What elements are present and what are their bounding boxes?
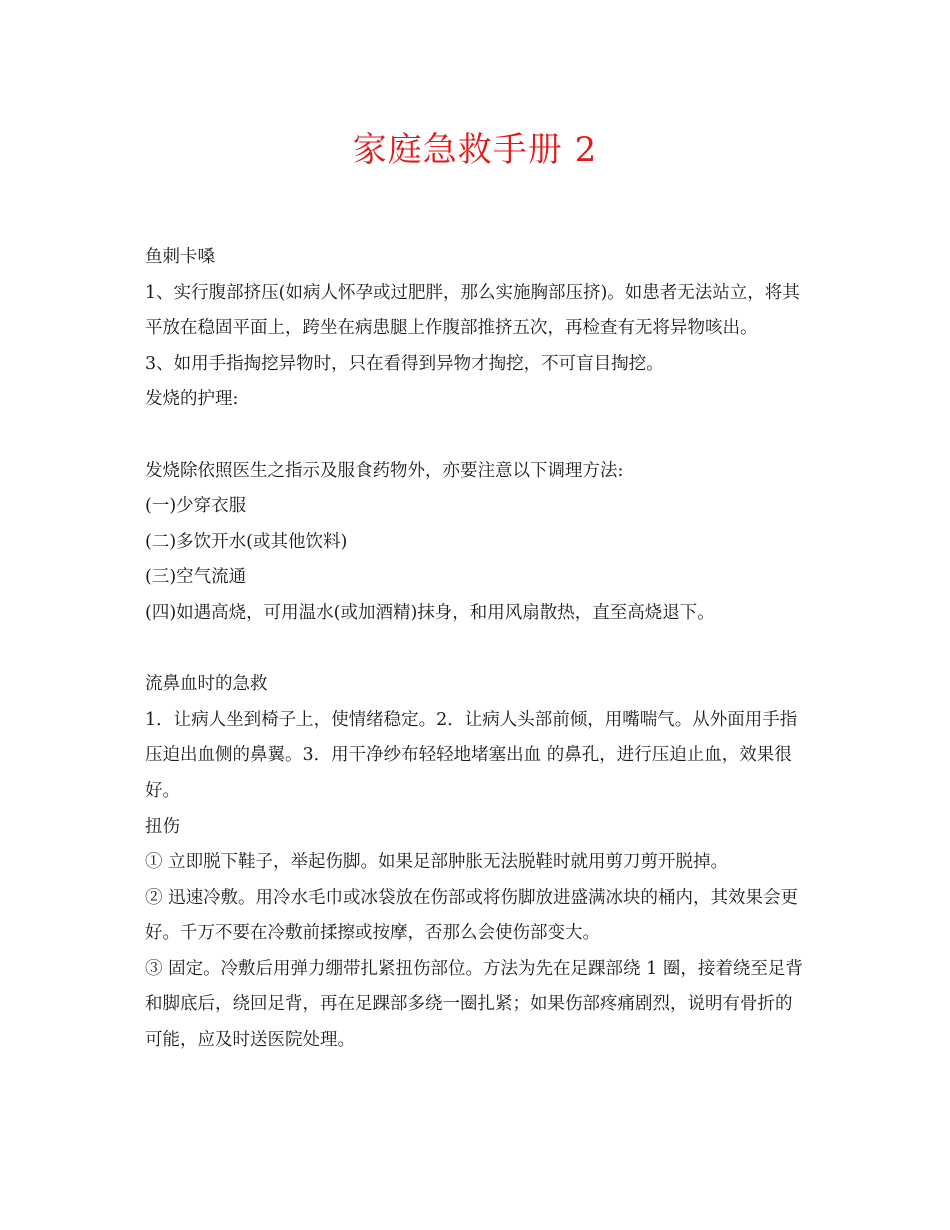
list-item-fever-2: (二)多饮开水(或其他饮料) bbox=[145, 531, 348, 552]
list-item-sprain-2: ② 迅速冷敷。用冷水毛巾或冰袋放在伤部或将伤脚放进盛满冰块的桶内，其效果会更好。千万不要在冷敷前揉擦或按摩，否那么会使伤部变大。 bbox=[145, 887, 799, 944]
list-item-sprain-1: ① 立即脱下鞋子，举起伤脚。如果足部肿胀无法脱鞋时就用剪刀剪开脱掉。 bbox=[145, 852, 729, 873]
spacer bbox=[145, 418, 807, 454]
list-item-fever-4: (四)如遇高烧，可用温水(或加酒精)抹身，和用风扇散热，直至高烧退下。 bbox=[145, 602, 715, 623]
paragraph-fever-intro: 发烧除依照医生之指示及服食药物外，亦要注意以下调理方法: bbox=[145, 460, 624, 481]
heading-sprain: 扭伤 bbox=[145, 816, 180, 837]
list-item-fever-3: (三)空气流通 bbox=[145, 567, 247, 588]
heading-nosebleed: 流鼻血时的急救 bbox=[145, 674, 268, 695]
list-item-sprain-3: ③ 固定。冷敷后用弹力绷带扎紧扭伤部位。方法为先在足踝部绕 1 圈，接着绕至足背和脚底后，绕回足背，再在足踝部多绕一圈扎紧；如果伤部疼痛剧烈，说明有骨折的可能，应及时送医院处理。 bbox=[145, 958, 803, 1051]
list-item-fever-1: (一)少穿衣服 bbox=[145, 496, 247, 517]
heading-fever: 发烧的护理: bbox=[145, 389, 239, 410]
document-body bbox=[145, 240, 807, 1059]
heading-fishbone: 鱼刺卡嗓 bbox=[145, 247, 215, 267]
spacer bbox=[145, 632, 807, 668]
paragraph-fishbone-step-1: 1、实行腹部挤压(如病人怀孕或过肥胖，那么实施胸部压挤)。如患者无法站立，将其平放在稳固平面上，跨坐在病患腿上作腹部推挤五次，再检查有无将异物咳出。 bbox=[145, 282, 800, 339]
paragraph-nosebleed-steps: 1．让病人坐到椅子上，使情绪稳定。2．让病人头部前倾，用嘴喘气。从外面用手指压迫出血侧的鼻翼。3．用干净纱布轻轻地堵塞出血 的鼻孔，进行压迫止血，效果很好。 bbox=[145, 709, 798, 801]
paragraph-fishbone-step-3: 3、如用手指掏挖异物时，只在看得到异物才掏挖，不可盲目掏挖。 bbox=[145, 353, 664, 374]
page-title: 家庭急救手册 2 bbox=[352, 130, 598, 170]
